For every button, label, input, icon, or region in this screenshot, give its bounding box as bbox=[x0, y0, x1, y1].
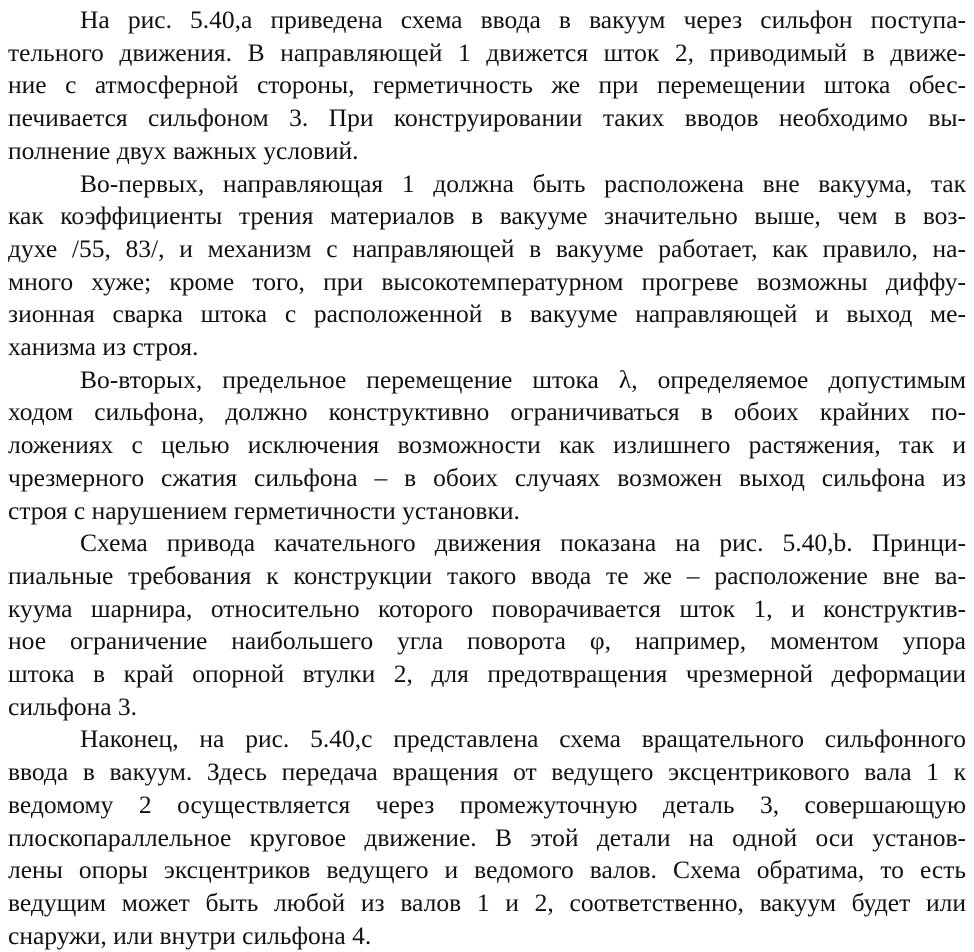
text-line: ное ограничение наибольшего угла поворота φ, например, моментом упора bbox=[8, 626, 966, 656]
text-line: Во-первых, направляющая 1 должна быть расположена вне вакуума, так bbox=[80, 168, 966, 198]
text-line: Наконец, на рис. 5.40,c представлена схема вращательного сильфонного bbox=[80, 724, 966, 754]
paragraph-5 bbox=[8, 723, 966, 952]
text-line: ввода в вакуум. Здесь передача вращения от ведущего эксцентрикового вала 1 к bbox=[8, 757, 966, 787]
text-line: полнение двух важных условий. bbox=[8, 135, 359, 165]
text-line: Во-вторых, предельное перемещение штока λ, определяемое допустимым bbox=[80, 364, 966, 394]
text-line: ние с атмосферной стороны, герметичность же при перемещении штока обес- bbox=[8, 70, 966, 100]
text-line: печивается сильфоном 3. При конструировании таких вводов необходимо вы- bbox=[8, 103, 966, 133]
text-line: сильфона 3. bbox=[8, 691, 138, 721]
text-line: лены опоры эксцентриков ведущего и ведомого валов. Схема обратима, то есть bbox=[8, 855, 966, 885]
text-line: зионная сварка штока с расположенной в вакууме направляющей и выход ме- bbox=[8, 299, 966, 329]
paragraph-4 bbox=[8, 527, 966, 723]
text-line: пиальные требования к конструкции такого ввода те же – расположение вне ва- bbox=[8, 560, 966, 590]
paragraph-2 bbox=[8, 168, 966, 364]
text-line: снаружи, или внутри сильфона 4. bbox=[8, 920, 372, 950]
text-line: ханизма из строя. bbox=[8, 332, 199, 362]
text-line: ложениях с целью исключения возможности как излишнего растяжения, так и bbox=[8, 430, 966, 460]
text-line: ведомому 2 осуществляется через промежуточную деталь 3, совершающую bbox=[8, 789, 966, 819]
text-line: ходом сильфона, должно конструктивно ограничиваться в обоих крайних по- bbox=[8, 397, 966, 427]
text-line: строя с нарушением герметичности установки. bbox=[8, 495, 520, 525]
text-line: духе /55, 83/, и механизм с направляющей в вакууме работает, как правило, на- bbox=[8, 233, 966, 263]
text-line: Схема привода качательного движения показана на рис. 5.40,b. Принци- bbox=[80, 528, 966, 558]
paragraph-3 bbox=[8, 364, 966, 528]
text-line: тельного движения. В направляющей 1 движется шток 2, приводимый в движе- bbox=[8, 37, 966, 67]
text-line: На рис. 5.40,a приведена схема ввода в вакуум через сильфон поступа- bbox=[80, 5, 966, 34]
text-line: ведущим может быть любой из валов 1 и 2, соответственно, вакуум будет или bbox=[8, 887, 966, 917]
text-line: как коэффициенты трения материалов в вакууме значительно выше, чем в воз- bbox=[8, 201, 966, 231]
text-line: много хуже; кроме того, при высокотемпературном прогреве возможны диффу- bbox=[8, 266, 966, 296]
text-line: плоскопараллельное круговое движение. В этой детали на одной оси установ- bbox=[8, 822, 966, 852]
text-line: штока в край опорной втулки 2, для предотвращения чрезмерной деформации bbox=[8, 659, 966, 689]
text-line: чрезмерного сжатия сильфона – в обоих случаях возможен выход сильфона из bbox=[8, 462, 966, 492]
paragraph-1 bbox=[8, 4, 966, 168]
text-line: куума шарнира, относительно которого поворачивается шток 1, и конструктив- bbox=[8, 593, 966, 623]
